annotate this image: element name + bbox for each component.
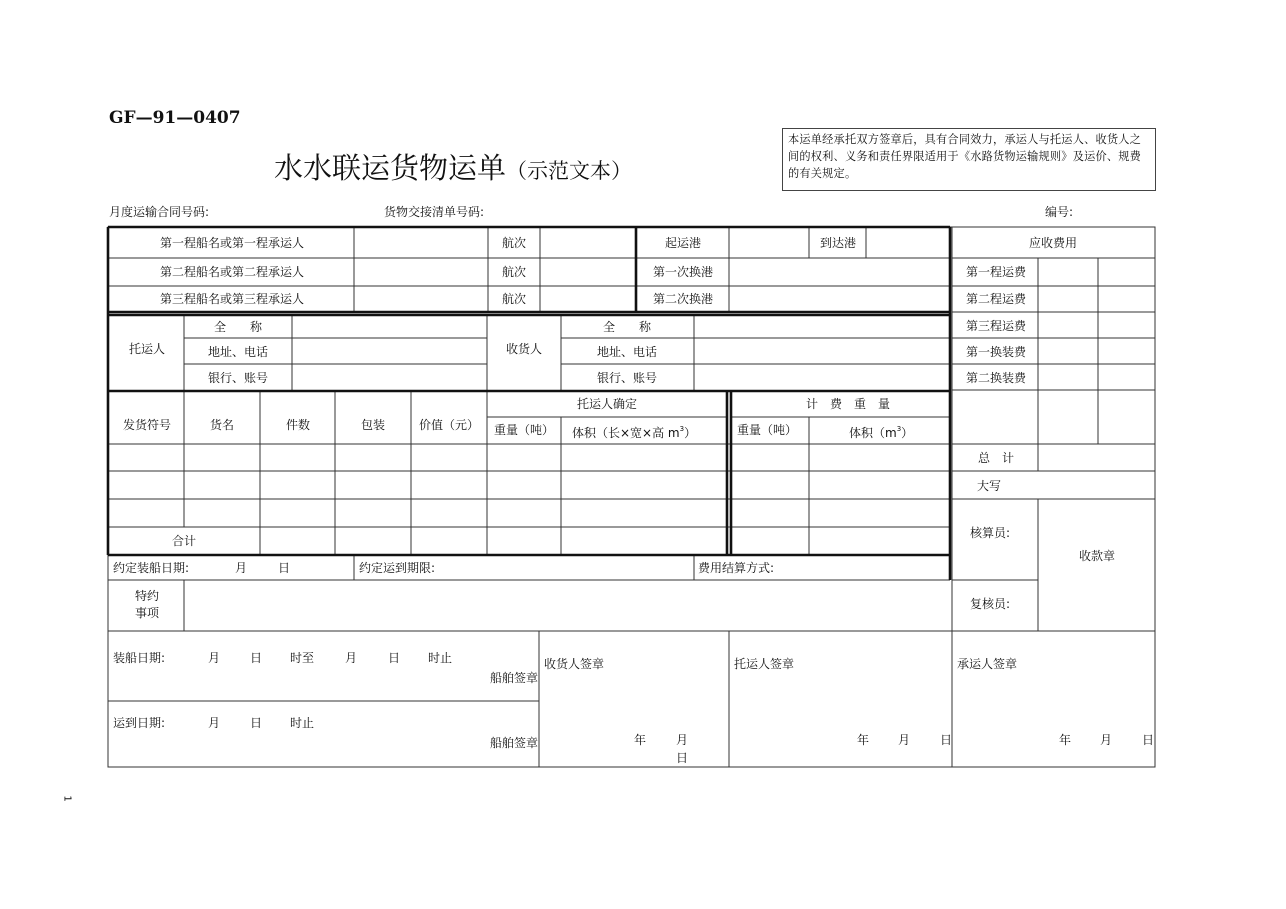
label-arrive-port: 到达港	[819, 236, 857, 250]
term-load-month: 月	[235, 561, 248, 575]
sig-loading-month: 月	[208, 651, 221, 665]
sig-consignee-day: 日	[676, 751, 689, 765]
sig-consignee-month: 月	[676, 733, 689, 747]
sig-carrier-day: 日	[1142, 733, 1155, 747]
col-weight: 重量（吨）	[493, 423, 555, 437]
label-shipper-address: 地址、电话	[207, 345, 269, 359]
label-ship1: 第一程船名或第一程承运人	[159, 236, 305, 250]
term-settlement: 费用结算方式:	[698, 561, 775, 575]
fee-transfer1: 第一换装费	[965, 345, 1027, 359]
sig-shipper-day: 日	[940, 733, 953, 747]
label-ship3: 第三程船名或第三程承运人	[159, 292, 305, 306]
sig-shipper: 托运人签章	[734, 657, 795, 671]
label-shipper-name: 全 称	[213, 320, 263, 334]
col-charge-weight-tons: 重量（吨）	[736, 423, 798, 437]
fee-freight1: 第一程运费	[965, 265, 1027, 279]
page-marker: 1	[61, 795, 73, 802]
sig-arrival-day: 日	[250, 716, 263, 730]
col-mark: 发货符号	[122, 418, 172, 432]
fees-title: 应收费用	[1028, 236, 1078, 250]
sig-ship-stamp2: 船舶签章	[489, 736, 538, 750]
fee-freight2: 第二程运费	[965, 292, 1027, 306]
label-ship2: 第二程船名或第二程承运人	[159, 265, 305, 279]
col-pieces: 件数	[285, 418, 311, 432]
term-load-day: 日	[278, 561, 291, 575]
sig-consignee-year: 年	[634, 733, 647, 747]
fee-capital: 大写	[977, 479, 1002, 493]
list-number-label: 货物交接清单号码:	[384, 205, 485, 219]
serial-number-label: 编号:	[1045, 205, 1074, 219]
sig-carrier-month: 月	[1100, 733, 1113, 747]
sig-loading-day2: 日	[388, 651, 401, 665]
title-sub: （示范文本）	[506, 159, 633, 183]
label-consignee-address: 地址、电话	[596, 345, 658, 359]
sig-loading-month2: 月	[345, 651, 358, 665]
label-transfer2: 第二次换港	[652, 292, 714, 306]
fee-total: 总 计	[977, 451, 1015, 465]
label-voyage1: 航次	[501, 236, 527, 250]
label-voyage2: 航次	[501, 265, 527, 279]
label-depart-port: 起运港	[664, 236, 702, 250]
contract-number-label: 月度运输合同号码:	[109, 205, 210, 219]
fee-reviewer: 复核员:	[970, 597, 1011, 611]
sig-shipper-year: 年	[857, 733, 870, 747]
fee-transfer2: 第二换装费	[965, 371, 1027, 385]
form-grid-thin	[108, 227, 1155, 767]
col-volume: 体积（长×宽×高 $m^3$）	[572, 425, 697, 440]
special-terms-2: 事项	[134, 606, 160, 620]
sig-loading-day: 日	[250, 651, 263, 665]
label-consignee-name: 全 称	[602, 320, 652, 334]
sig-consignee: 收货人签章	[544, 657, 605, 671]
term-arrival-limit: 约定运到期限:	[359, 561, 436, 575]
sig-loading-to: 时止	[428, 651, 453, 665]
label-consignee: 收货人	[505, 342, 543, 356]
col-name: 货名	[209, 418, 235, 432]
title-main: 水水联运货物运单	[274, 151, 507, 185]
sig-carrier: 承运人签章	[957, 657, 1018, 671]
sig-carrier-year: 年	[1059, 733, 1072, 747]
special-terms-1: 特约	[134, 589, 160, 603]
sig-arrival-month: 月	[208, 716, 221, 730]
sig-shipper-month: 月	[898, 733, 911, 747]
col-value: 价值（元）	[418, 418, 480, 432]
sig-loading-date: 装船日期:	[113, 651, 166, 665]
col-packing: 包装	[360, 418, 386, 432]
label-voyage3: 航次	[501, 292, 527, 306]
col-charge-weight: 计 费 重 量	[805, 397, 891, 411]
receipt-stamp: 收款章	[1078, 549, 1116, 563]
fee-checker: 核算员:	[970, 526, 1011, 540]
sig-arrival-to: 时止	[290, 716, 315, 730]
legal-notice: 本运单经承托双方签章后，具有合同效力，承运人与托运人、收货人之间的权利、义务和责任界限适用于《水路货物运输规则》及运价、规费的有关规定。	[782, 128, 1156, 191]
sig-loading-from: 时至	[290, 651, 315, 665]
col-shipper-confirmed: 托运人确定	[576, 397, 638, 411]
form-code: GF—91—0407	[109, 108, 241, 128]
row-total: 合计	[171, 534, 197, 548]
fee-freight3: 第三程运费	[965, 319, 1027, 333]
label-consignee-bank: 银行、账号	[596, 371, 658, 385]
label-transfer1: 第一次换港	[652, 265, 714, 279]
label-shipper-bank: 银行、账号	[207, 371, 269, 385]
term-load-date: 约定装船日期:	[113, 561, 190, 575]
sig-ship-stamp1: 船舶签章	[489, 671, 538, 685]
col-charge-volume: 体积$(m^3)$	[849, 425, 914, 440]
label-shipper: 托运人	[128, 342, 166, 356]
sig-arrival-date: 运到日期:	[113, 716, 166, 730]
